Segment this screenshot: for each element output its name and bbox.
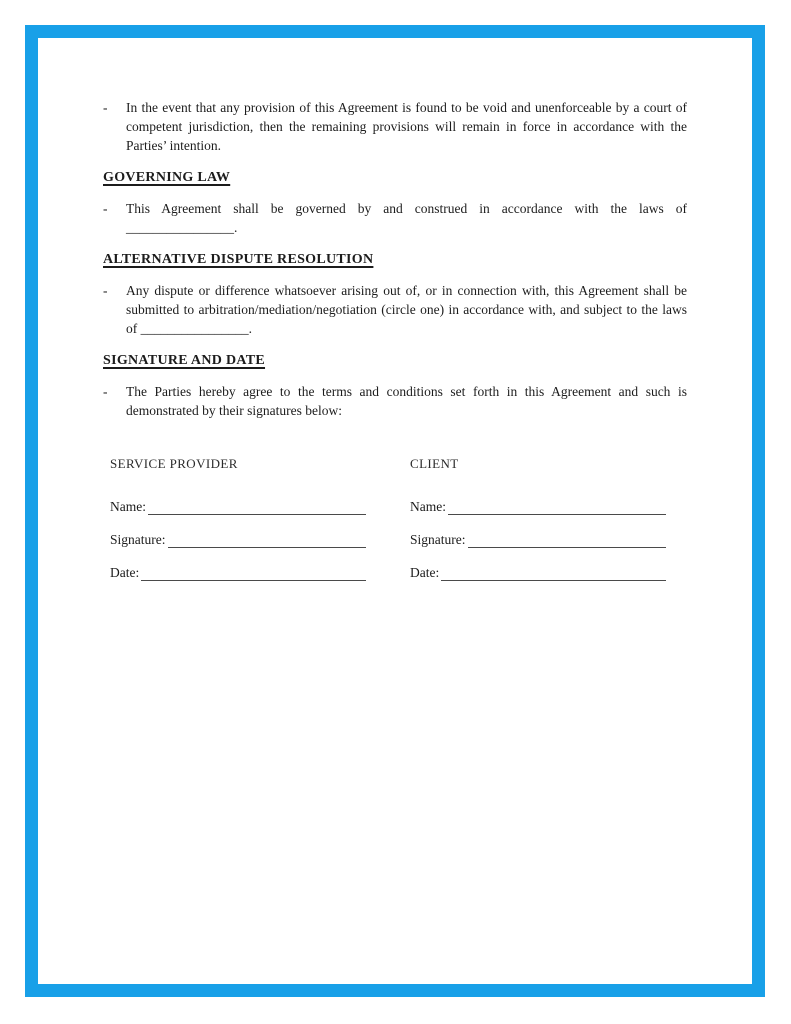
service-provider-title: SERVICE PROVIDER	[110, 456, 238, 471]
bullet-dash-icon: -	[103, 384, 108, 399]
signature-label: Signature:	[410, 532, 466, 547]
name-label: Name:	[410, 499, 446, 514]
service-provider-name-row	[110, 482, 366, 515]
service-provider-signature-row	[110, 515, 366, 548]
bullet-dash-icon: -	[103, 100, 108, 115]
client-title: CLIENT	[410, 456, 459, 471]
signature-agreement-paragraph: The Parties hereby agree to the terms and conditions set forth in this Agreement and such is demonstrated by their signatures below:	[126, 384, 687, 418]
governing-law-text: This Agreement shall be governed by and construed in accordance with the laws of	[126, 201, 687, 216]
signature-column-service-provider	[110, 456, 366, 581]
list-item-dispute-resolution	[103, 281, 687, 338]
client-name-row	[410, 482, 666, 515]
page-content	[103, 98, 687, 581]
signature-signature-line	[468, 534, 667, 548]
signature-label: Signature:	[110, 532, 166, 547]
list-item-governing-law	[103, 199, 687, 237]
date-signature-line	[141, 567, 366, 581]
section-heading-dispute-resolution: ALTERNATIVE DISPUTE RESOLUTION	[103, 252, 374, 267]
signature-block	[110, 456, 687, 581]
signature-signature-line	[168, 534, 367, 548]
client-signature-row	[410, 515, 666, 548]
client-date-row	[410, 548, 666, 581]
name-signature-line	[448, 501, 666, 515]
name-signature-line	[148, 501, 366, 515]
governing-law-fill-in-blank: ________________.	[126, 220, 238, 235]
list-item-severability	[103, 98, 687, 155]
bullet-dash-icon: -	[103, 283, 108, 298]
service-provider-date-row	[110, 548, 366, 581]
section-heading-signature-and-date: SIGNATURE AND DATE	[103, 353, 266, 368]
governing-law-paragraph	[126, 199, 687, 237]
dispute-resolution-paragraph: Any dispute or difference whatsoever arising out of, or in connection with, this Agreement shall be submitted to arbitration/mediation/negotiation (circle one) in accordance with, and subject to the laws of ________________.	[126, 283, 687, 336]
section-heading-governing-law: GOVERNING LAW	[103, 170, 231, 185]
date-signature-line	[441, 567, 666, 581]
name-label: Name:	[110, 499, 146, 514]
signature-column-client	[410, 456, 666, 581]
bullet-dash-icon: -	[103, 201, 108, 216]
list-item-signature-agreement	[103, 382, 687, 420]
date-label: Date:	[410, 565, 440, 580]
date-label: Date:	[110, 565, 140, 580]
severability-paragraph: In the event that any provision of this Agreement is found to be void and unenforceable by a court of competent jurisdiction, then the remaining provisions will remain in force in accordance with the Parties’ intention.	[126, 100, 687, 153]
